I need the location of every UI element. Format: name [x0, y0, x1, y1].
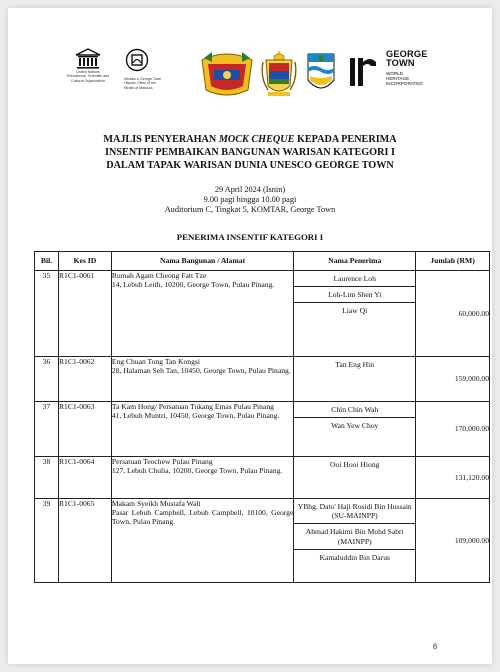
- title-line-1: MAJLIS PENYERAHAN MOCK CHEQUE KEPADA PENERIMA: [103, 134, 397, 145]
- document-title: [28, 133, 472, 172]
- building-address: Pasar Lebuh Campbell, Lebuh Campbell, 10100, George Town, Pulau Pinang.: [111, 508, 294, 527]
- recipient-name: Ahmad Hakimi Bin Mohd Sabri (MAINPP): [294, 524, 415, 549]
- row-amount: 131,120.00: [416, 457, 490, 499]
- row-kes-id: R1C1-0061: [58, 271, 111, 357]
- table-row: [35, 402, 490, 457]
- row-building: [111, 357, 294, 402]
- row-kes-id: R1C1-0065: [58, 499, 111, 583]
- row-building: [111, 499, 294, 583]
- header-nama-penerima: Nama Penerima: [294, 252, 416, 271]
- building-name: Rumah Agam Cheong Fatt Tze: [111, 271, 207, 280]
- recipient-name: Chin Chin Wah: [294, 402, 415, 418]
- building-name: Ta Kam Hong/ Persatuan Tukang Emas Pulau Pinang: [111, 402, 274, 411]
- table-row: [35, 271, 490, 357]
- row-amount: 60,000.00: [416, 271, 490, 357]
- row-amount: 109,000.00: [416, 499, 490, 583]
- event-date: 29 April 2024 (Isnin): [214, 185, 286, 194]
- world-heritage-logo: [124, 48, 196, 90]
- row-bil: 37: [35, 402, 59, 457]
- penang-state-crest-icon: [304, 50, 338, 105]
- row-amount: 170,000.00: [416, 402, 490, 457]
- row-building: [111, 457, 294, 499]
- row-recipients: [294, 357, 416, 402]
- row-building: [111, 271, 294, 357]
- title-line-3: DALAM TAPAK WARISAN DUNIA UNESCO GEORGE TOWN: [106, 160, 394, 171]
- recipient-name: Laurence Loh: [294, 271, 415, 287]
- gtwhi-mark-icon: [346, 50, 382, 90]
- building-address: 41, Lebuh Muntri, 10450, George Town, Pulau Pinang.: [111, 411, 280, 421]
- row-bil: 36: [35, 357, 59, 402]
- building-name: Makam Syeikh Mustafa Wali: [111, 499, 201, 508]
- table-row: [35, 357, 490, 402]
- logo-strip: [58, 48, 468, 110]
- unesco-logo: [58, 48, 118, 83]
- recipient-name: Kamaluddin Bin Darus: [319, 552, 390, 562]
- recipient-name: Liaw Qi: [342, 306, 368, 316]
- document-page: [8, 8, 492, 664]
- gtwhi-subtitle: WORLD HERITAGE INCORPORATED: [386, 71, 423, 87]
- george-town-world-heritage-logo: [346, 50, 466, 106]
- page-number: 8: [433, 642, 437, 651]
- table-header-row: [35, 252, 490, 271]
- section-title: PENERIMA INSENTIF KATEGORI I: [176, 232, 324, 242]
- gtwhi-name: GEORGE TOWN: [386, 49, 428, 68]
- building-name: Eng Chuan Tong Tan Kongsi: [111, 357, 200, 366]
- event-time: 9.00 pagi hingga 10.00 pagi: [203, 195, 297, 204]
- header-bil: Bil.: [35, 252, 59, 271]
- event-details: [28, 185, 472, 215]
- row-recipients: [294, 457, 416, 499]
- recipient-name: Wan Yew Choy: [331, 421, 379, 431]
- row-recipients: [294, 402, 416, 457]
- recipient-name: Loh-Lim Shen Yi: [294, 287, 415, 303]
- row-recipients: [294, 271, 416, 357]
- header-kes-id: Kes ID: [58, 252, 111, 271]
- row-kes-id: R1C1-0063: [58, 402, 111, 457]
- recipient-name: YBhg. Dato' Haji Rosidi Bin Hussain (SU-MAINPP): [294, 499, 415, 524]
- row-building: [111, 402, 294, 457]
- header-jumlah: Jumlah (RM): [416, 252, 490, 271]
- row-kes-id: R1C1-0062: [58, 357, 111, 402]
- table-row: [35, 499, 490, 583]
- row-amount: 159,000.00: [416, 357, 490, 402]
- building-address: 127, Lebuh Chulia, 10200, George Town, Pulau Pinang.: [111, 466, 283, 476]
- title-line-2: INSENTIF PEMBAIKAN BANGUNAN WARISAN KATEGORI I: [105, 147, 395, 158]
- building-name: Persatuan Teochew Pulau Pinang: [111, 457, 213, 466]
- unesco-caption: United Nations Educational, Scientific and Cultural Organization: [66, 70, 110, 83]
- header-nama-bangunan: Nama Bangunan / Alamat: [111, 252, 294, 271]
- recipient-name: Ooi Hooi Hiong: [330, 460, 380, 469]
- building-address: 14, Lebuh Leith, 10200, George Town, Pulau Pinang.: [111, 280, 275, 290]
- recipient-name: Tan Eng Hin: [335, 360, 375, 369]
- row-recipients: [294, 499, 416, 583]
- world-heritage-caption: Melaka & George Town Historic Cities of the Straits of Malacca: [124, 77, 162, 90]
- event-venue: Auditorium C, Tingkat 5, KOMTAR, George Town: [164, 205, 336, 214]
- recipients-table: [34, 251, 490, 583]
- table-row: [35, 457, 490, 499]
- malaysia-crest-icon: [260, 48, 298, 105]
- row-kes-id: R1C1-0064: [58, 457, 111, 499]
- building-address: 28, Halaman Seh Tan, 10450, George Town, Pulau Pinang.: [111, 366, 291, 376]
- row-bil: 35: [35, 271, 59, 357]
- row-bil: 38: [35, 457, 59, 499]
- penang-council-crest-icon: [198, 50, 256, 103]
- row-bil: 39: [35, 499, 59, 583]
